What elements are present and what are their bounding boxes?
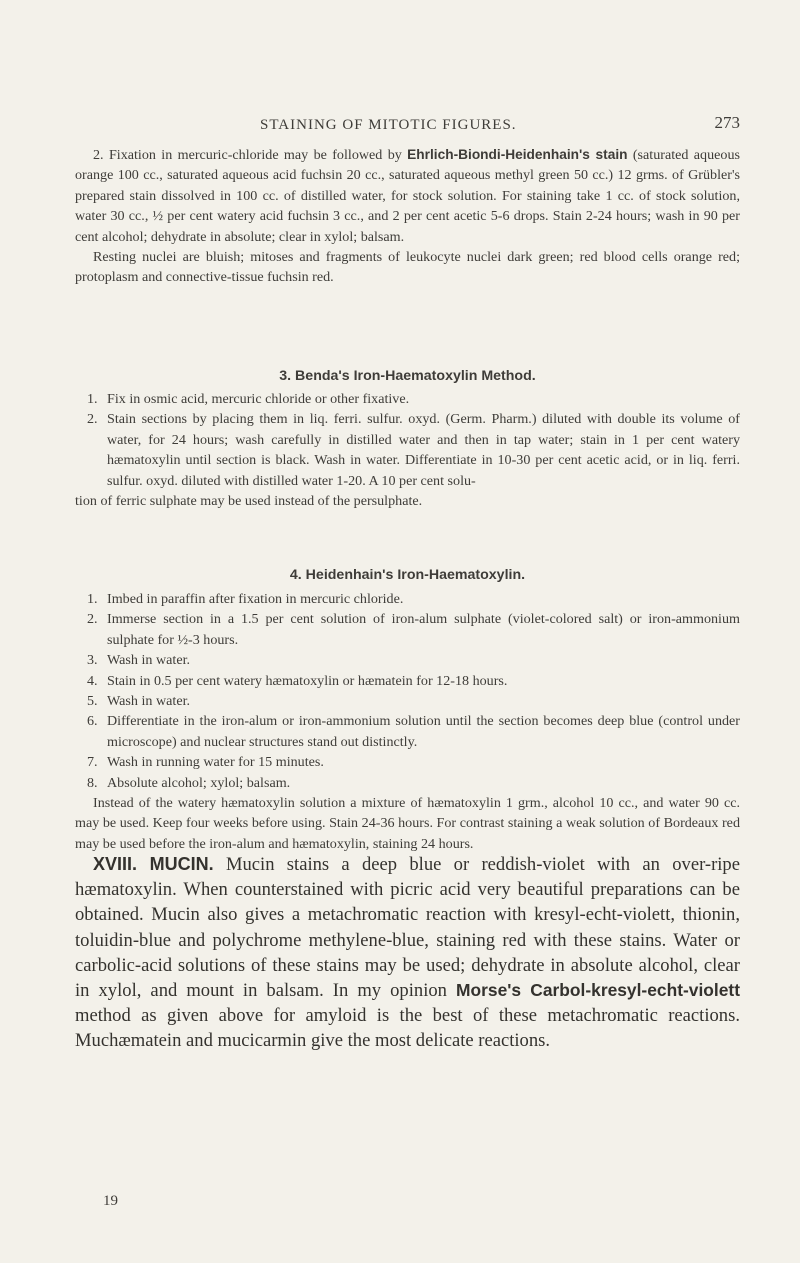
- stain-name: Ehrlich-Biondi-Heidenhain's stain: [407, 147, 628, 162]
- intro-lead: 2. Fixation in mercuric-chloride may be followed by: [93, 147, 408, 163]
- item-number: 1.: [87, 391, 98, 407]
- signature-mark: 19: [103, 1193, 118, 1209]
- mucin-section: [75, 852, 740, 1054]
- running-title: STAINING OF MITOTIC FIGURES.: [260, 117, 517, 133]
- list-item: [75, 711, 740, 752]
- list-item: [75, 589, 740, 609]
- page-header: [75, 113, 740, 137]
- mucin-text-after: method as given above for amyloid is the best of these metachromatic reactions. Muchæmatein and mucicarmin give the most delicate reactions.: [75, 1005, 740, 1052]
- list-item: [75, 409, 740, 491]
- intro-paragraph: [75, 145, 740, 247]
- list-item: [75, 671, 740, 691]
- item-text: Wash in water.: [107, 693, 191, 710]
- mucin-paragraph: [75, 852, 740, 1054]
- item-number: 2.: [87, 611, 98, 628]
- heidenhain-heading: 4. Heidenhain's Iron-Haematoxylin.: [289, 567, 526, 583]
- intro-section: [75, 145, 740, 288]
- item-text: Absolute alcohol; xylol; balsam.: [107, 774, 291, 791]
- benda-section: [75, 366, 740, 511]
- benda-steps: [75, 389, 740, 491]
- list-item: [75, 773, 740, 793]
- result-paragraph: Resting nuclei are bluish; mitoses and fragments of leukocyte nuclei dark green; red blood cells orange red; protoplasm and connective-tissue fuchsin red.: [75, 249, 740, 286]
- benda-heading: 3. Benda's Iron-Haematoxylin Method.: [279, 368, 536, 384]
- list-item: [75, 389, 740, 409]
- item-number: 8.: [87, 774, 98, 791]
- item-number: 2.: [87, 411, 98, 428]
- benda-continuation: tion of ferric sulphate may be used instead of the persulphate.: [75, 493, 423, 510]
- item-text: Wash in water.: [107, 652, 191, 669]
- heidenhain-section: [75, 565, 740, 854]
- list-item: [75, 609, 740, 650]
- list-item: [75, 650, 740, 670]
- item-number: 5.: [87, 693, 98, 710]
- page-number: 273: [714, 113, 740, 132]
- heidenhain-note: Instead of the watery hæmatoxylin solution a mixture of hæmatoxylin 1 grm., alcohol 10 cc., and water 90 cc. may be used. Keep four weeks before using. Stain 24-36 hours. For contrast staining a weak solution of Bordeaux red may be used before the iron-alum and hæmatoxylin, staining 24 hours.: [75, 795, 740, 852]
- item-text: Imbed in paraffin after fixation in mercuric chloride.: [107, 591, 404, 607]
- item-text: Stain sections by placing them in liq. ferri. sulfur. oxyd. (Germ. Pharm.) diluted with double its volume of water, for 24 hours; wash carefully in distilled water and then in tap water; stain in 1 per cent watery hæmatoxylin until section is black. Wash in water. Differentiate in 10-30 per cent acetic acid, or in liq. ferri. sulfur. oxyd. diluted with distilled water 1-20. A 10 per cent solu-: [107, 411, 740, 489]
- item-number: 6.: [87, 713, 98, 730]
- intro-body: (saturated aqueous orange 100 cc., saturated aqueous acid fuchsin 20 cc., saturated aqueous methyl green 50 cc.) 12 grms. of Grübler's prepared stain dissolved in 100 cc. of distilled water, for stock solution. For staining take 1 cc. of stock solution, water 30 cc., ½ per cent watery acid fuchsin 3 cc., and 2 per cent acetic 5-6 drops. Stain 2-24 hours; wash in 90 per cent alcohol; dehydrate in absolute; clear in xylol; balsam.: [75, 147, 740, 245]
- item-number: 7.: [87, 754, 98, 771]
- item-text: Differentiate in the iron-alum or iron-ammonium solution until the section becomes deep blue (control under microscope) and nuclear structures stand out distinctly.: [107, 713, 740, 750]
- item-text: Stain in 0.5 per cent watery hæmatoxylin or hæmatein for 12-18 hours.: [107, 672, 508, 689]
- item-text: Wash in running water for 15 minutes.: [107, 754, 324, 771]
- heidenhain-steps: [75, 589, 740, 793]
- item-number: 4.: [87, 672, 98, 689]
- item-text: Immerse section in a 1.5 per cent solution of iron-alum sulphate (violet-colored salt) or iron-ammonium sulphate for ½-3 hours.: [107, 611, 740, 648]
- mucin-text-before: Mucin stains a deep blue or reddish-violet with an over-ripe hæmatoxylin. When counterstained with picric acid very beautiful preparations can be obtained. Mucin also gives a metachromatic reaction with kresyl-echt-violett, thionin, toluidin-blue and polychrome methylene-blue, staining red with these stains. Water or carbolic-acid solutions of these stains may be used; dehydrate in absolute alcohol, clear in xylol, and mount in balsam. In my opinion: [75, 854, 740, 1002]
- item-number: 3.: [87, 652, 98, 669]
- section-heading: XVIII. MUCIN.: [93, 854, 214, 874]
- method-name: Morse's Carbol-kresyl-echt-violett: [456, 980, 740, 1001]
- item-text: Fix in osmic acid, mercuric chloride or other fixative.: [107, 391, 410, 407]
- list-item: [75, 691, 740, 711]
- list-item: [75, 752, 740, 772]
- item-number: 1.: [87, 591, 98, 607]
